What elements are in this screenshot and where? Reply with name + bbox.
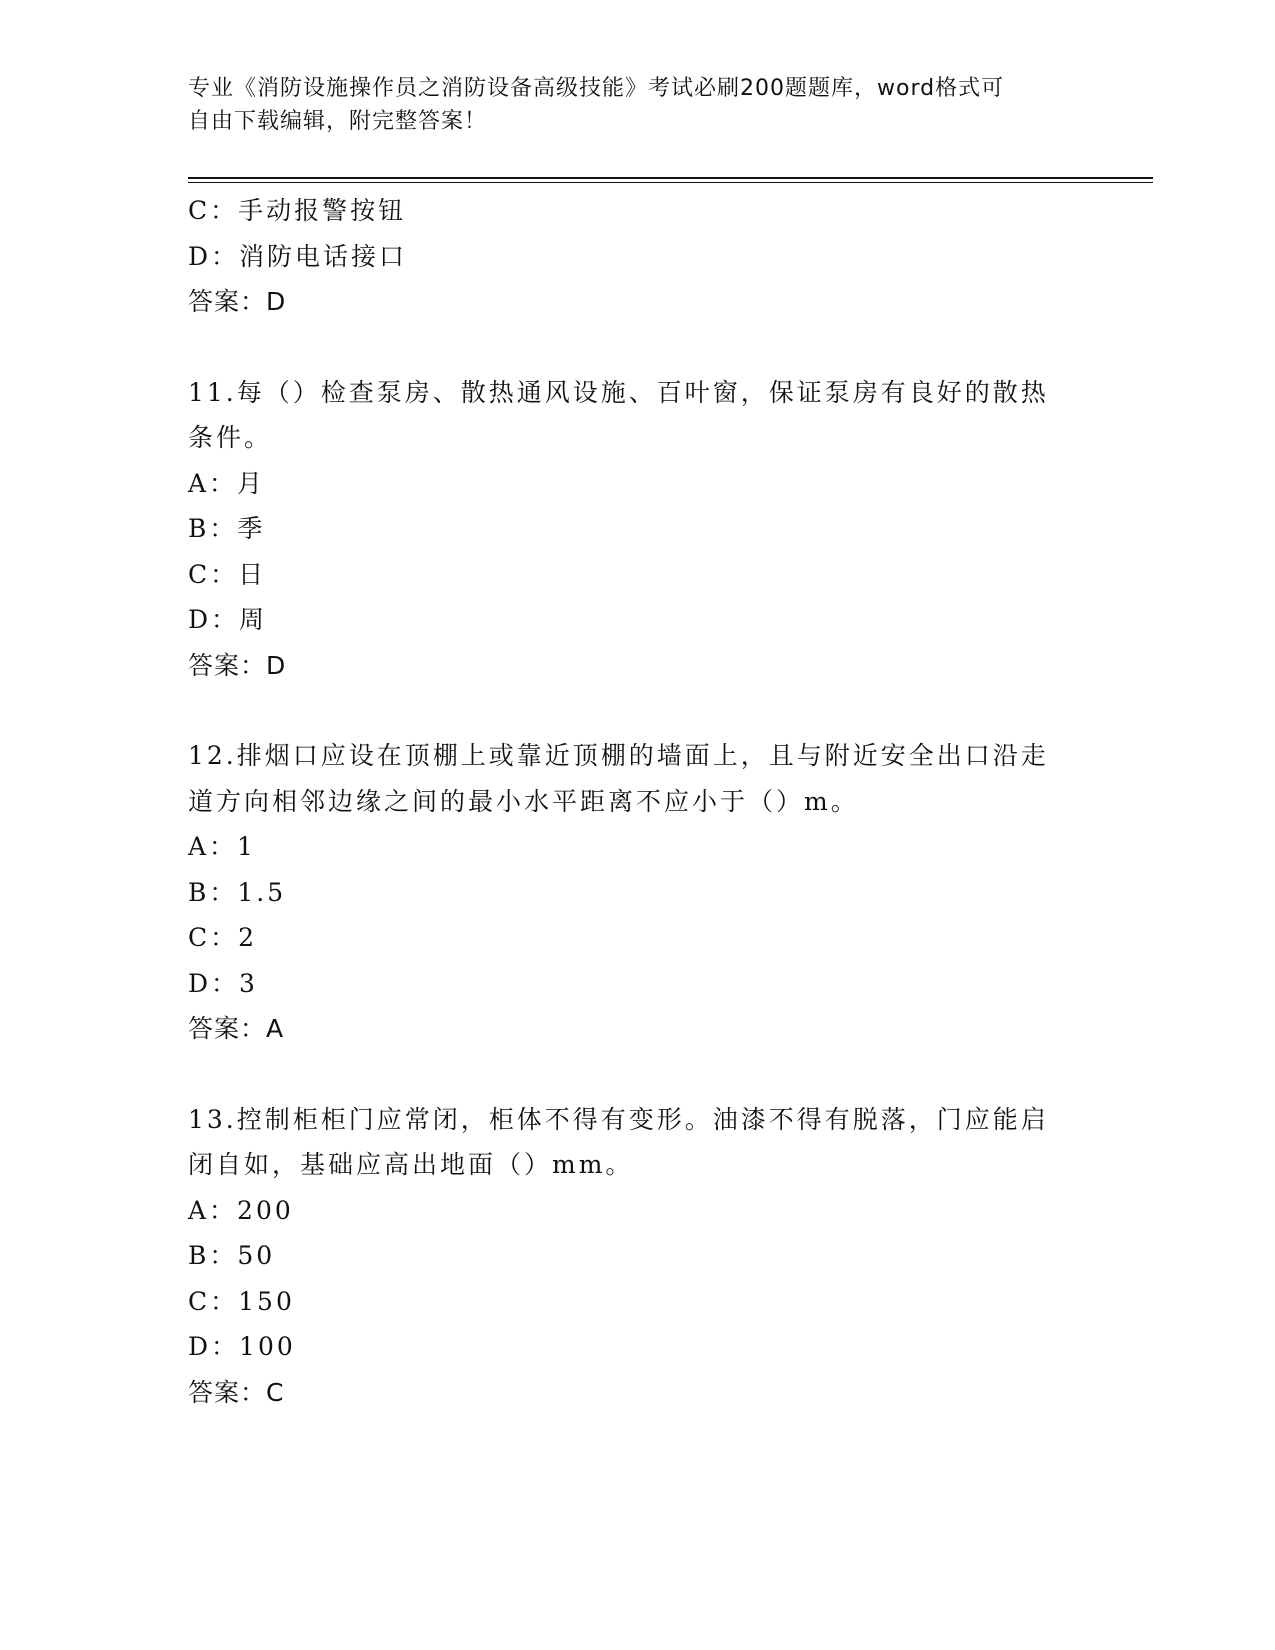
question-text-line-2: 道方向相邻边缘之间的最小水平距离不应小于（）m。 <box>188 786 859 816</box>
question-13 <box>188 1097 1088 1416</box>
header-line-2: 自由下载编辑，附完整答案！ <box>188 109 488 134</box>
option-a: A：月 <box>188 468 266 498</box>
option-c: C：2 <box>188 923 258 952</box>
question-text-line-1: 11.每（）检查泵房、散热通风设施、百叶窗，保证泵房有良好的散热 <box>188 377 1049 407</box>
option-c: C：150 <box>188 1286 295 1316</box>
answer-line: 答案：A <box>188 1014 285 1043</box>
header-rule-thin <box>188 182 1153 183</box>
question-text-line-2: 条件。 <box>188 423 273 452</box>
previous-question-tail <box>188 188 1088 325</box>
document-header <box>188 72 1088 138</box>
document-body <box>188 188 1088 1415</box>
answer-line: 答案：D <box>188 650 287 680</box>
option-a: A：200 <box>188 1195 294 1225</box>
option-d: D：100 <box>188 1332 296 1361</box>
option-b: B：1.5 <box>188 877 287 907</box>
spacer <box>188 688 1088 733</box>
question-12 <box>188 733 1088 1052</box>
option-c: C：手动报警按钮 <box>188 196 407 225</box>
question-text-line-2: 闭自如，基础应高出地面（）mm。 <box>188 1150 634 1179</box>
option-b: B：50 <box>188 1241 276 1270</box>
question-11 <box>188 370 1088 689</box>
option-d: D：消防电话接口 <box>188 241 408 271</box>
option-d: D：3 <box>188 968 258 998</box>
option-c: C：日 <box>188 559 267 589</box>
question-text-line-1: 13.控制柜柜门应常闭，柜体不得有变形。油漆不得有脱落，门应能启 <box>188 1104 1049 1134</box>
option-b: B：季 <box>188 514 266 543</box>
answer-line: 答案：C <box>188 1377 285 1407</box>
spacer <box>188 325 1088 370</box>
option-d: D：周 <box>188 605 268 634</box>
question-text-line-1: 12.排烟口应设在顶棚上或靠近顶棚的墙面上，且与附近安全出口沿走 <box>188 741 1049 770</box>
header-rule-thick <box>188 177 1153 179</box>
spacer <box>188 1052 1088 1097</box>
answer-line: 答案：D <box>188 287 287 316</box>
option-a: A：1 <box>188 832 256 861</box>
header-line-1: 专业《消防设施操作员之消防设备高级技能》考试必刷200题题库，word格式可 <box>188 76 1005 101</box>
